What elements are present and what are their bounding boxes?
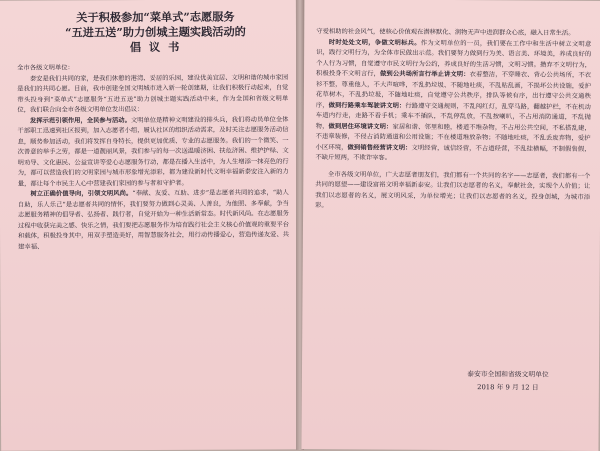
paragraph-3	[18, 188, 289, 252]
title-line-3: 倡 议 书	[129, 39, 182, 55]
paragraph-4-heading: 时时处处文明，争做文明标兵。	[328, 38, 421, 47]
rule-public-places: 做到公共场所言行举止讲文明：	[380, 70, 470, 79]
paragraph-3-body: “奉献、友爱、互助、进步”是志愿者共同的追求，“助人自助，乐人乐己”是志愿者共同的情怀，我们要努力做到心灵美、人善良，为他照、多奉献，争当志愿服务精神的倡导者、弘扬者、践行者，自觉开始为一种生活新常态。时代新风尚。在志愿服务过程中收获完美之感、快乐之情，我们要把志愿服务作为培育践行社会主义核心价值观的重要平台和载体，积极投身其中，用双手塑造美好，用智慧服务社会，用行动传播爱心，营造传递友爱、共建幸福、	[17, 189, 290, 251]
paragraph-intro: 泰安是我们共同的家，是我们休憩的港湾、妥居的乐园，建设优美宜居、文明和谐的城市家园是我们的共同心愿。目前，我市创建全国文明城市进入新一轮创建期，让我们积极行动起来，自觉带头投身到“菜单式”志愿服务“五进五送”助力创城主题实践活动中来，作为全国和省级文明单位，我们联合向全市各级文明单位发出倡议：	[17, 73, 289, 114]
rule-business: 做到销售经营讲文明：	[347, 143, 412, 152]
title-line-1: 关于积极参加“菜单式”志愿服务	[76, 9, 235, 25]
rule-residence: 做到居住环境讲文明：	[328, 122, 393, 131]
rule-residence-text: 家居和谐、邻里和睦，楼道不堆杂物，不占用公共空间，不私搭乱建，不违章装修，不侵占消防通道和公用设施；不在楼道堆放杂物；不随地吐痰，不乱丢废弃物，爱护小区环境，	[315, 123, 591, 151]
rule-public-places-text: 衣着整洁，不穿睡衣、背心公共场所，不衣衫不整，尊重他人，不大声喧哗，不乱扔垃圾、不随地吐痰，不乱贴乱画，不损坏公共设施，爱护花草树木，不乱扔垃圾，不随地吐痰，自觉遵守公共秩序，排队等候有序，出行遵守公共交通秩序，	[315, 71, 592, 109]
paragraph-2-heading: 发挥示范引领作用，全民参与活动。	[30, 116, 131, 125]
paragraph-2	[17, 115, 288, 190]
rule-traffic: 做到行路乘车驾驶讲文明：	[328, 101, 406, 110]
paragraph-4-body: 作为文明单位的一员，我们要在工作中和生活中树立文明意识，践行文明行为，为全体市民做出示范。我们要努力做到行为美、语言美、环境美，养成良好的个人行为习惯，自觉遵守市民文明行为公约，养成良好的生活习惯，文明习惯。攒弃不文明行为，积极投身不文明言行，	[316, 39, 592, 78]
salutation: 全市各级文明单位：	[17, 64, 74, 72]
paragraph-2-body: 文明单位是精神文明建设的排头兵，我们将动员单位全体干部职工迅速到社区报到，加入志愿者小组，履认社区的组织活动需求，及时关注志愿服务活动信息，顺势参加活动，我们将发挥自身特长，提供更加优质、专业的志愿服务。我们的一个微笑、一次善意的举手之劳，都是一道靓丽风景，我们参与的每一次送温暖济困、扶危济困、维护护绿、文明劝导、文化惠民、公益宣讲等爱心志愿服务行动，都是在播入生活中，为人生增添一抹亮色的行为，都可以营造我们的文明家园与城市形象增光添彩，都为建设新时代文明幸福新泰安注入新的力量，都让每个市民主人心中营建我们家园的参与者和守护者。	[17, 115, 289, 188]
rule-traffic-text: 行路遵守交通规则，不乱闯红灯，乱穿马路，翻越护栏，不在机动车道内行走，走路不看手机；乘车不插队，不乱停乱放，不乱按喇叭，不占用消防通道，不乱抛物，	[315, 102, 591, 130]
right-page	[301, 0, 600, 451]
paragraph-4	[315, 38, 591, 166]
document-title	[23, 9, 288, 55]
rule-business-text: 文明经营，诚信经营，不占道经营，不乱挂横幅，不制假售假，不缺斤短两，不欺诈宰客。	[315, 144, 591, 162]
left-page	[0, 0, 298, 451]
signature-issuer: 泰安市全国和省级文明单位	[467, 370, 549, 379]
signature-block	[433, 368, 583, 395]
signature-date: 2018 年 9 月 12 日	[477, 383, 539, 392]
paragraph-closing: 全市各级文明单位，广大志愿者朋友们，我们都有一个共同的名字——志愿者，我们都有一个共同的愿望——建设富裕文明幸福新泰安。让我们以志愿者的名义，奉献社会，实现个人价值；让我们以志愿者的名义，展文明风采，为单位增光；让我们以志愿者的名义，投身创城，为城市添彩。	[315, 170, 591, 210]
paragraph-3-heading: 树立正确价值导向，引领文明风尚。	[30, 190, 133, 198]
title-line-2: “五进五送”助力创城主题实践活动的	[65, 24, 246, 40]
paragraph-3-continued: 守爱相助的社会风气，使核心价值观在潜移默化、润物无声中进润群众心底，融入日常生活。	[316, 28, 575, 37]
